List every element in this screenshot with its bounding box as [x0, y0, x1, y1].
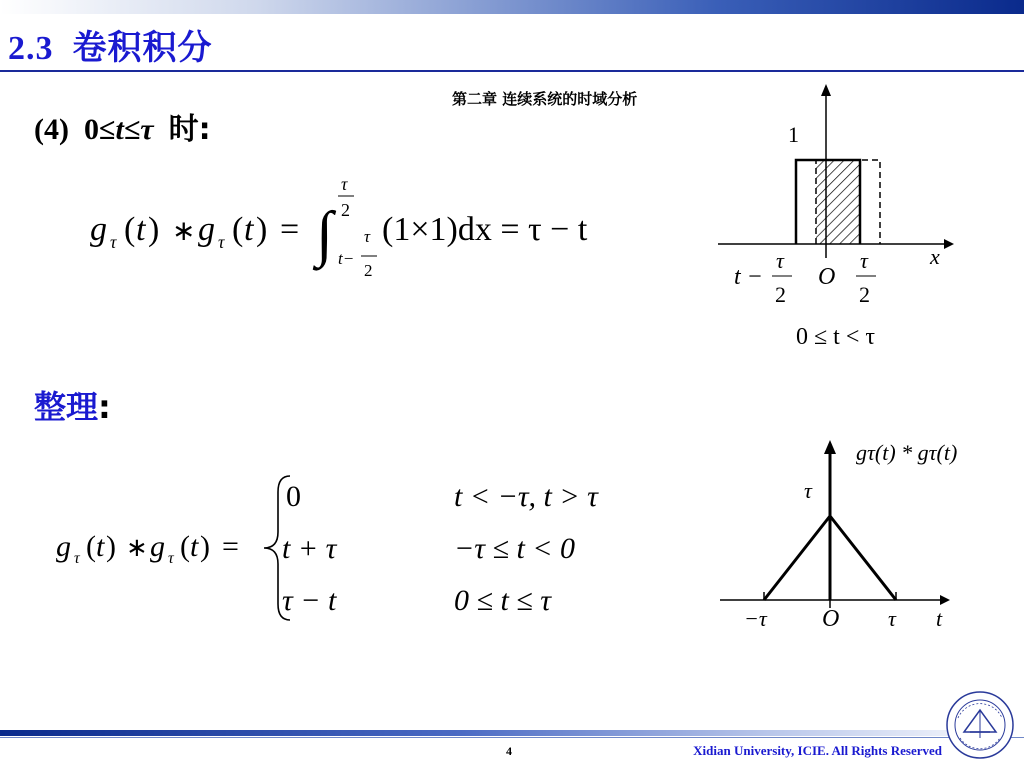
svg-text:): )	[256, 211, 268, 248]
case-condition-lead: 0≤	[83, 113, 116, 146]
piecewise-result-formula	[50, 470, 660, 630]
svg-text:t: t	[190, 530, 199, 563]
svg-text:g: g	[90, 211, 107, 248]
svg-text:τ: τ	[218, 232, 225, 252]
case-expr-2: t + τ	[282, 532, 337, 565]
t-axis-label: t	[936, 606, 943, 631]
origin-label-2: O	[822, 606, 840, 632]
left-mark-den: 2	[775, 282, 786, 307]
section-number: 2.3	[8, 30, 54, 67]
triangle-result-graph	[714, 432, 1004, 640]
upper-limit-num: τ	[341, 174, 348, 194]
case-cond-3: 0 ≤ t ≤ τ	[454, 584, 552, 617]
svg-text:g: g	[198, 211, 215, 248]
section-heading	[34, 382, 111, 428]
svg-text:τ: τ	[110, 232, 117, 252]
case-expr-3: τ − t	[282, 584, 337, 617]
footer-decor-bar	[0, 730, 1024, 736]
title-rule	[0, 70, 1024, 72]
case-condition-var: t≤τ	[115, 113, 154, 146]
right-mark-den: 2	[859, 282, 870, 307]
header-decor-bar	[0, 0, 1024, 14]
svg-text:=: =	[222, 530, 239, 563]
left-mark-prefix: t −	[734, 264, 763, 290]
right-mark-num: τ	[860, 248, 868, 273]
svg-text:t: t	[136, 211, 146, 248]
case-label	[34, 104, 211, 148]
svg-text:τ: τ	[74, 550, 80, 567]
case-suffix: 时:	[168, 112, 211, 147]
case-cond-2: −τ ≤ t < 0	[454, 532, 576, 565]
lower-limit-den: 2	[364, 261, 373, 280]
svg-text:∗: ∗	[126, 533, 148, 562]
lower-limit-num: τ	[364, 227, 371, 246]
section-heading-text: 整理	[34, 388, 99, 426]
svg-text:): )	[106, 530, 116, 563]
section-title: 卷积积分	[72, 30, 213, 67]
svg-text:(: (	[232, 211, 244, 248]
graph2-title: gτ(t) * gτ(t)	[856, 440, 958, 465]
svg-text:): )	[148, 211, 160, 248]
svg-text:(: (	[86, 530, 96, 563]
neg-tau-label: −τ	[744, 606, 767, 631]
range-condition: 0 ≤ t < τ	[796, 324, 876, 350]
svg-text:g: g	[150, 530, 165, 563]
svg-text:g: g	[56, 530, 71, 563]
upper-limit-den: 2	[341, 200, 350, 220]
left-mark-num: τ	[776, 248, 784, 273]
convolution-integral-formula	[80, 170, 640, 285]
svg-text:∗: ∗	[172, 216, 196, 247]
svg-text:∫: ∫	[316, 200, 333, 268]
lower-limit-prefix: t−	[338, 249, 355, 268]
svg-text:(: (	[180, 530, 190, 563]
copyright-text: Xidian University, ICIE. All Rights Reserved	[693, 743, 942, 758]
case-cond-1: t < −τ, t > τ	[454, 480, 598, 513]
pos-tau-label: τ	[888, 606, 896, 631]
svg-text:): )	[200, 530, 210, 563]
origin-label: O	[818, 264, 836, 290]
page-number: 4	[506, 744, 512, 758]
section-heading-colon: :	[98, 388, 111, 426]
peak-label: τ	[804, 478, 812, 503]
svg-text:t: t	[244, 211, 254, 248]
svg-text:(: (	[124, 211, 136, 248]
chapter-label: 第二章 连续系统的时域分析	[452, 90, 638, 108]
x-axis-label: x	[930, 244, 940, 269]
case-expr-1: 0	[286, 480, 301, 513]
university-seal-logo	[944, 688, 1016, 762]
overlap-rectangle-graph	[708, 78, 968, 358]
height-label: 1	[788, 122, 799, 147]
footer-rule	[0, 737, 1024, 738]
integrand: (1×1)dx = τ − t	[382, 211, 588, 248]
case-number: (4)	[34, 113, 69, 146]
svg-text:t: t	[96, 530, 105, 563]
slide-title	[8, 20, 213, 69]
svg-text:τ: τ	[168, 550, 174, 567]
svg-text:=: =	[280, 211, 300, 248]
